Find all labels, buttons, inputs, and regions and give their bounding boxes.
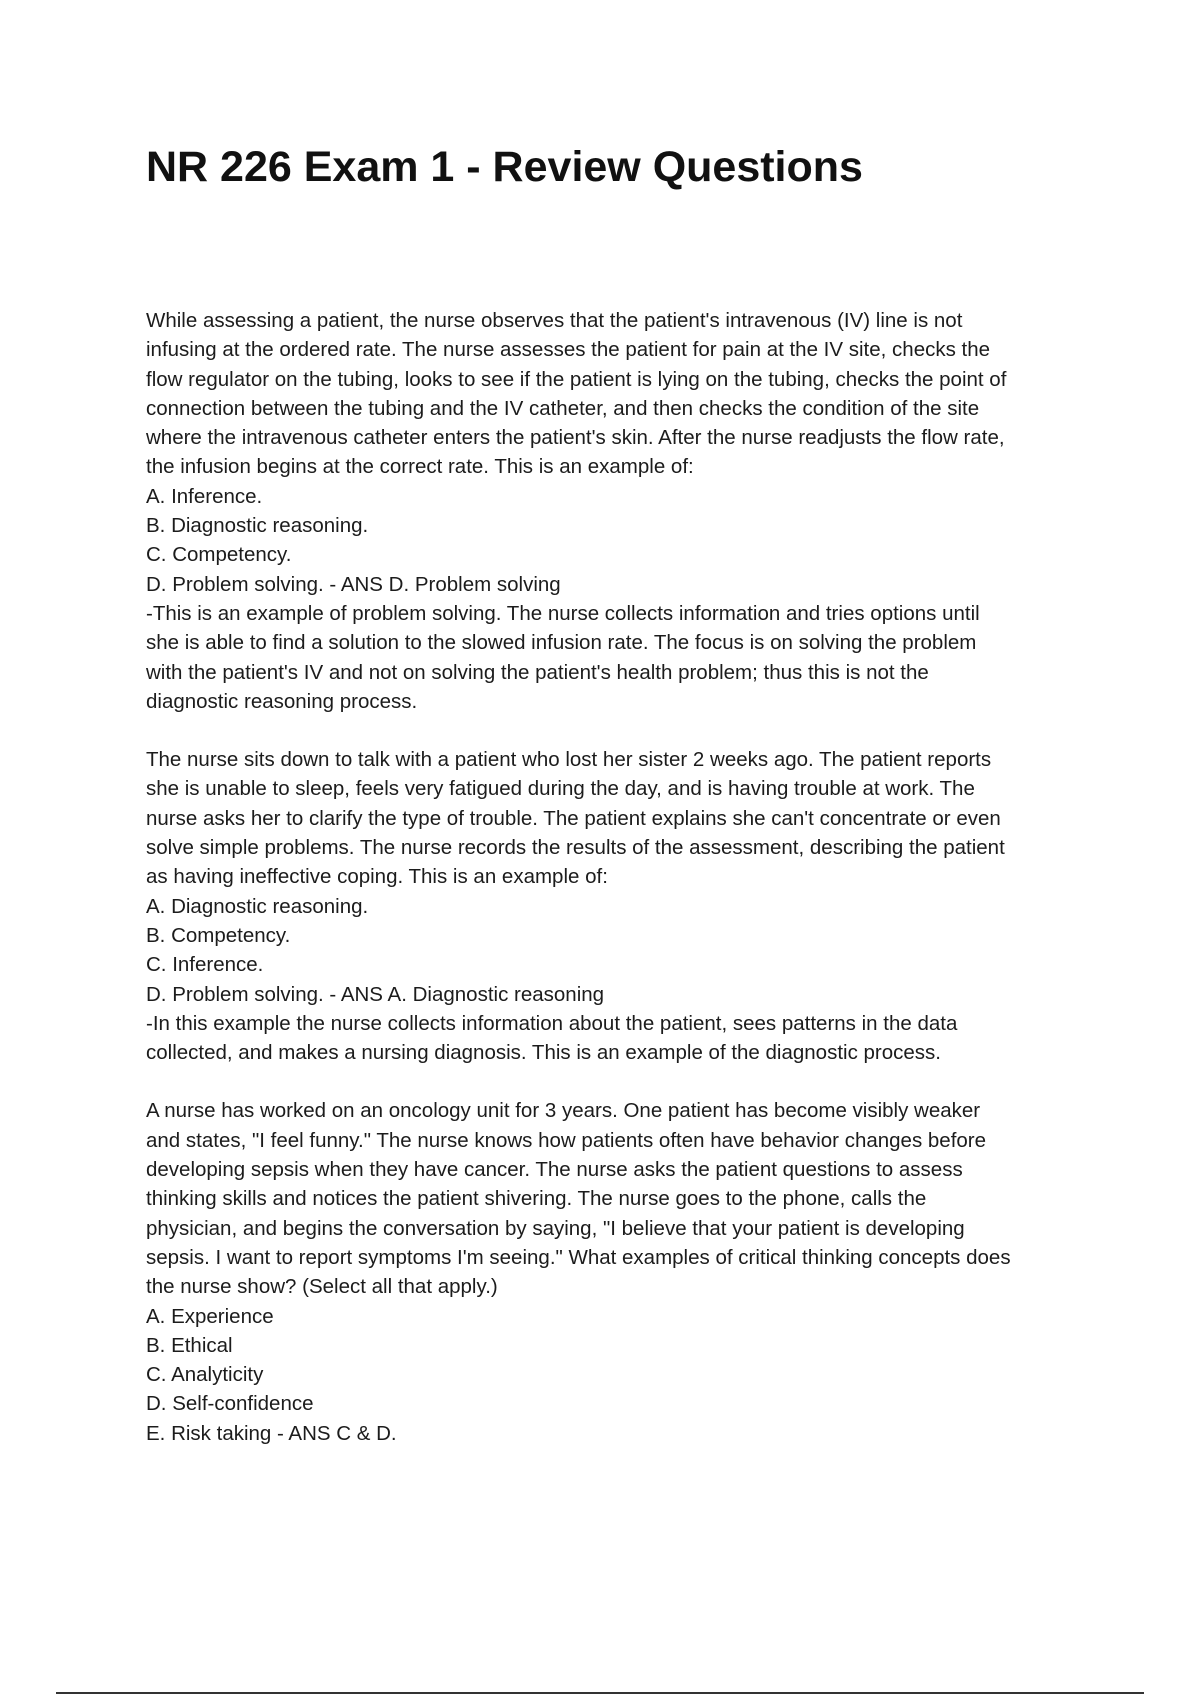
- question-2-option: A. Diagnostic reasoning.: [146, 894, 369, 918]
- question-1-line: where the intravenous catheter enters the patient's skin. After the nurse readjusts the flow rate,: [146, 426, 1005, 450]
- page-title: NR 226 Exam 1 - Review Questions: [146, 143, 863, 191]
- question-1-rationale: -This is an example of problem solving. The nurse collects information and tries options until: [146, 601, 980, 625]
- question-3-line: sepsis. I want to report symptoms I'm seeing." What examples of critical thinking concepts does: [146, 1245, 1011, 1269]
- question-3-line: physician, and begins the conversation by saying, "I believe that your patient is developing: [146, 1216, 965, 1240]
- question-3-option: C. Analyticity: [146, 1363, 264, 1387]
- question-2-line: The nurse sits down to talk with a patient who lost her sister 2 weeks ago. The patient reports: [146, 748, 992, 772]
- question-2-answer: D. Problem solving. - ANS A. Diagnostic reasoning: [146, 982, 605, 1006]
- question-3-option: D. Self-confidence: [146, 1392, 314, 1416]
- question-2-line: as having ineffective coping. This is an example of:: [146, 865, 608, 889]
- question-2-line: she is unable to sleep, feels very fatigued during the day, and is having trouble at work. The: [146, 777, 975, 801]
- question-3-option: B. Ethical: [146, 1333, 233, 1357]
- question-3-answer: E. Risk taking - ANS C & D.: [146, 1421, 397, 1445]
- question-2-rationale: -In this example the nurse collects information about the patient, sees patterns in the data: [146, 1011, 958, 1035]
- question-1-option: C. Competency.: [146, 543, 292, 567]
- question-1-rationale: with the patient's IV and not on solving the patient's health problem; thus this is not the: [146, 660, 929, 684]
- question-1-line: the infusion begins at the correct rate. This is an example of:: [146, 455, 694, 479]
- question-1-line: flow regulator on the tubing, looks to see if the patient is lying on the tubing, checks the point of: [146, 367, 1007, 391]
- question-1-answer: D. Problem solving. - ANS D. Problem solving: [146, 572, 561, 596]
- question-3-line: and states, "I feel funny." The nurse knows how patients often have behavior changes before: [146, 1128, 987, 1152]
- question-2-rationale: collected, and makes a nursing diagnosis. This is an example of the diagnostic process.: [146, 1041, 942, 1065]
- question-3-line: A nurse has worked on an oncology unit for 3 years. One patient has become visibly weaker: [146, 1099, 981, 1123]
- question-1-option: A. Inference.: [146, 484, 263, 508]
- question-2: [146, 745, 1086, 1067]
- question-2-line: nurse asks her to clarify the type of trouble. The patient explains she can't concentrate or even: [146, 806, 1001, 830]
- question-1-option: B. Diagnostic reasoning.: [146, 514, 369, 538]
- questions-content: [146, 306, 1086, 1477]
- question-1-rationale: she is able to find a solution to the slowed infusion rate. The focus is on solving the problem: [146, 631, 977, 655]
- question-1-rationale: diagnostic reasoning process.: [146, 689, 418, 713]
- question-1-line: While assessing a patient, the nurse observes that the patient's intravenous (IV) line is not: [146, 309, 963, 332]
- question-3-line: thinking skills and notices the patient shivering. The nurse goes to the phone, calls the: [146, 1187, 927, 1211]
- question-3-line: the nurse show? (Select all that apply.): [146, 1275, 498, 1299]
- question-2-line: solve simple problems. The nurse records the results of the assessment, describing the patient: [146, 836, 1005, 860]
- question-3-line: developing sepsis when they have cancer. The nurse asks the patient questions to assess: [146, 1158, 963, 1182]
- footer-divider: [56, 1692, 1144, 1694]
- question-1-line: infusing at the ordered rate. The nurse assesses the patient for pain at the IV site, checks the: [146, 338, 991, 362]
- question-2-option: B. Competency.: [146, 923, 291, 947]
- question-3-option: A. Experience: [146, 1304, 274, 1328]
- question-3: [146, 1096, 1086, 1448]
- question-1-line: connection between the tubing and the IV catheter, and then checks the condition of the site: [146, 396, 980, 420]
- question-2-option: C. Inference.: [146, 953, 264, 977]
- question-1: [146, 306, 1086, 716]
